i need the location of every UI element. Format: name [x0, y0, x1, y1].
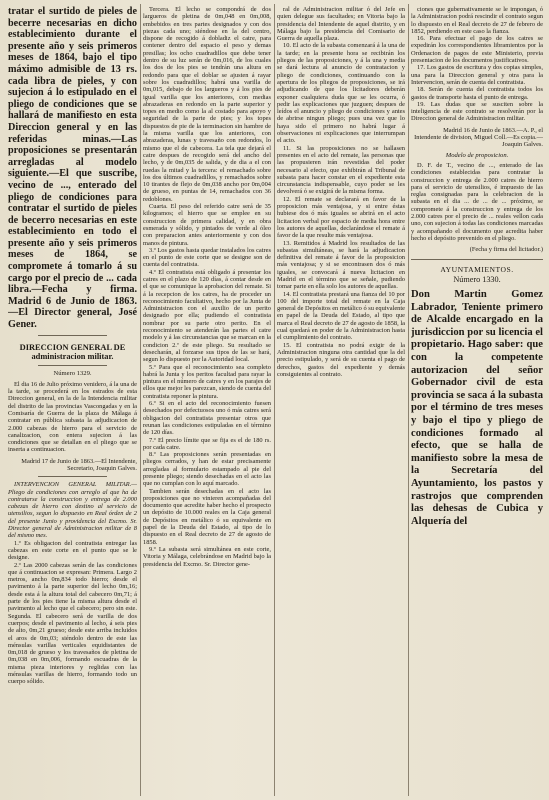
ayuntamiento-notice: Don Martin Gomez Labrador, Teniente primero de Alcalde encargado en la jurisdiccion por su licencia el propietario. Hago saber: que con la competente autorizacion del señor Gobernador civil de esta provincia se saca á la subasta por el término de tres meses y bajo el tipo y pliego de condiciones formado al efecto, que se halla de manifiesto sobre la mesa de la Secretaría del Ayuntamiento, los pastos y rastrojos que comprenden las dehesas de Cubica y Alquería del — [411, 289, 543, 527]
model-title: Modelo de proposicion. — [445, 151, 509, 159]
section-rule — [38, 476, 107, 477]
paragraph: 10. El acto de la subasta comenzará á la una de la tarde; en la presente hora se recibirán los pliegos de las proposiciones, y á la una y media se dará lectura al anuncio de contratacion y pliego de condiciones, continuando con la apertura de los pliegos de proposiciones, se irá adjudicando de que los licitadores deberán exponer cualquiera duda que se les ocurra, ó pedir las explicaciones que juzguen; despues de leídos el anuncio y pliego de condiciones y antes de abrirse ningun pliego; pues una vez que lo haya sido el primero no habrá lugar á observaciones ni explicaciones que interrumpan el acto. — [277, 42, 405, 145]
paragraph: 9.º La subasta será simultánea en este corte, Vitoria y Málaga, celebrándose en Madrid bajo la presidencia del Excmo. Sr. Director gene- — [143, 545, 271, 568]
section-heading-ayuntamientos: AYUNTAMIENTOS. — [440, 264, 514, 274]
paragraph: 7.º El precio límite que se fija es el de 180 rs. por cada catre. — [143, 436, 271, 451]
lead-notice: tratar el surtido de pieles de becerre necesarias en dicho establecimiento durante el presente año y seis primeros meses de 1864, bajo el tipo máximo admisible de 13 rs. cada libra de pieles, y con sujecion á lo estipulado en el pliego de condiciones que se hallará de manifiesto en esta Direccion general y en las referidas minas.—Las proposiciones se presentarán arregladas al modelo siguiente.—El que suscribe, vecino de ..., enterado del pliego de condiciones para contratar el surtido de pieles de becerro necesarias en este establecimiento en todo el presente año y seis primeros meses de 1864, se compromete á tomarlo á su cargo por el precio de ... cada libra.—Fecha y firma. Madrid 6 de Junio de 1863. —El Director general, José Gener. — [8, 6, 137, 331]
model-signature: (Fecha y firma del licitador.) — [469, 246, 543, 254]
paragraph: Cuarta. El peso del referido catre será de 35 kilogramos; el hierro que se emplee en su construccion de primera calidad, y en obra esmerada y sólido, y pintados de verde al óleo con preparacion antes anteriormente y con dos manos de pintura. — [143, 203, 271, 247]
column-2 — [143, 6, 271, 796]
model-body: D. F. de T., vecino de ..., enterado de las condiciones establecidas para contratar la construccion y entrega de 2.000 catres de hierro para el servicio de utensilios, é impuesto de las reglas consignadas para la celebracion de la subasta en el dia ... de ... de ... próximo, se compromete á la construccion y entrega de los 2.000 catres por el precio de ... reales vellon cada uno, con sujecion á todas las condiciones marcadas y acompañando el documento que acredita haber hecho el depósito prevenido en el pliego. — [411, 161, 543, 242]
paragraph: 1.º Es obligacion del contratista entregar las cabezas en este corte en el punto que se le designe. — [8, 539, 137, 562]
paragraph: 13. Remitidos á Madrid los resultados de las subastas simultáneas, se hará la adjudicacion definitiva del remate á favor de la proposicion más ventajosa; y si se encontrasen dos ó más iguales, se convocará á nueva licitacion en Madrid en el término que se señale, pudiendo tomar parte en ella solo los autores de aquellas. — [277, 239, 405, 291]
paragraph: 18. Serán de cuenta del contratista todos los gastos de transporte hasta el punto de entrega. — [411, 86, 543, 101]
paragraph: ral de Administracion militar ó del Jefe en quien delegue sus facultades; en Vitoria bajo la presidencia del Intendente de aquel distrito, y en Málaga bajo la presidencia del Comisario de Guerra de aquella plaza. — [277, 6, 405, 43]
paragraph: 16. Para efectuar el pago de los catres se expedirán los correspondientes libramientos por la Ordenacion de pagos de este Ministerio, previa presentacion de los documentos justificativos. — [411, 35, 543, 65]
paragraph: 11. Si las proposiciones no se hallasen presentes en el acto del remate, las personas que las propusieren irán revestidas del poder necesario al efecto, que exhibirán al Tribunal de subasta para hacer constar en el expediente esta circunstancia indispensable, cuyo poder se les devolverá ó se exigirá de la misma forma. — [277, 144, 405, 196]
column-divider — [408, 4, 409, 796]
column-1 — [8, 6, 137, 796]
column-4 — [411, 6, 543, 796]
column-divider — [274, 4, 275, 796]
paragraph: 3.º Los gastos hasta quedar instalados los catres en el punto de este corte que se designe son de cuenta del contratista. — [143, 246, 271, 269]
paragraph: 6.º Si en el acto del reconocimiento fuesen desechados por defectuosos uno ó más catres será obligacion del contratista presentar otros que reunan las condiciones estipuladas en el término de 120 días. — [143, 400, 271, 437]
conditions-caption: INTERVENCION GENERAL MILITAR.—Pliego de condiciones con arreglo al que ha de contratarse la construccion y entrega de 2.000 cabezas de hierro con destino al servicio de utensilios, segun lo dispuesto en Real órden de 2 del presente Junio y providencia del Excmo. Sr. Director general de Administracion militar de 8 del mismo mes. — [8, 481, 137, 540]
paragraph: 15. El contratista no podrá exigir de la Administracion ninguna otra cantidad que la del precio estipulado, y será de su cuenta el pago de derechos, gastos del expediente y demás consiguientes al contrato. — [277, 341, 405, 378]
section-rule — [38, 335, 107, 336]
signature: Madrid 17 de Junio de 1863.—El Intendente, Secretario, Joaquin Galves. — [21, 457, 137, 472]
paragraph: 17. Los gastos de escritura y dos copias simples, una para la Direccion general y otra para la Intervencion, serán de cuenta del contratista. — [411, 64, 543, 86]
paragraph: 4.º El contratista está obligado á presentar los catres en el plazo de 120 días, á contar desde en el que se comunique la aprobacion del remate. Si á la recepcion de los catres, ha de proceder un reconocimiento facultativo, hecho por la Junta de Administracion con el auxilio de un perito designado por ella; pudiendo el contratista nombrar por su parte otro perito. En el reconocimiento se atenderán las partes el catre modelo y á las circunstancias que se marcan en la condicion 2.ª de este pliego. Su resultado se desecharán, al forzarse sus tipos de las se hará, segun lo dispuesto por la Autoridad local. — [143, 268, 271, 364]
section-rule — [411, 259, 543, 260]
paragraph: 12. El remate se declarará en favor de la proposicion más ventajosa, y si entre éstas hubiese dos ó más iguales se abrirá en el acto licitacion verbal por espacio de media hora entre los autores de aquellas, declarándose el remate á favor de la que resulte más ventajosa. — [277, 195, 405, 240]
section-heading: DIRECCION GENERAL DE administracion militar. — [19, 342, 126, 362]
paragraph: 8.º Las proposiciones serán presentadas en pliegos cerrados, y han de estar precisamente arregladas al formulario estampado al pie del presente pliego; siendo desechadas en el acto las que no cumplan con lo aquí marcado. — [143, 451, 271, 488]
signature: Madrid 16 de Junio de 1863.—A. P., el Intendente de division, Miguel Coll.—Es copia.—Joaquin Galves. — [414, 126, 543, 149]
paragraph: Tercera. El lecho se compondrá de dos largueros de pletina de 0m,048 en 0m,008, embebidos en tres partes designados y con dos piezas cada uno; siéndose en la del centro, dispone de recogido á dobladiz el catre, para contener dentro del espacio el peso y demas presillas; los ocho cuadradillos que debe tener dentro de su luz serán de 0m,016, de los cuales los dos de los pies se tendrán una altura en redondo para que el doblar se ajusten á rayar sobre los cuadradillos; habrá una varilla de 0m,015, debajo de los largueros y á los pies de igual varilla que los anteriores, con medias abrazaderas en redondo en la parte superior y topes en medio como la al costado para apoyo y seguridad de la parte de pies; y los topes dispuestos de pie de la terminacion sin hambre de la misma varilla que los anteriores, con abrazaderas, lunas y travesaño con redondos, lo mismo que el de cabecera. La tela que dejará el catre despues de recogido será del ancho del lecho, y de 0m,035 de salida, y de dia a el con ruedas la mitad y la tercera: el remachado sobre los dos últimos cuadradillos, y remachados sobre 10 tirantes de flejo de 0m,038 ancho por 0m,004 de grueso, en puntas de 14, remachados con 36 redoblones. — [143, 6, 271, 203]
paragraph: El dia 16 de Julio próximo venidero, á la una de la tarde, se procederá en los estrados de esta Direccion general, en la de la Intendencia militar del distrito de las provincias Vascongadas y en la Comisaría de Guerra de la plaza de Málaga á contratar en pública subasta la adjudicacion de 2.000 cabezas de hierro para el servicio de canalizacion, con entera sujecion á las condiciones que se detallan en el pliego que se inserta a continuacion. — [8, 380, 137, 454]
section-rule — [38, 365, 107, 366]
notice-number: Número 1330. — [453, 274, 501, 284]
notice-number: Número 1329. — [53, 370, 92, 378]
column-3 — [277, 6, 405, 796]
paragraph: 14. El contratista prestará una fianza del 10 por 100 del importe total del remate en la Caja general de Depósitos en metálico ó su equivalente en papel de la Deuda del Estado, al tipo que marca el Real decreto de 27 de agosto de 1858, la cual quedará en poder de la Administracion hasta el cumplimiento del contrato. — [277, 290, 405, 342]
paragraph: ciones que gubernativamente se le impongan, ó la Administracion podrá rescindir el contrato segun lo dispuesto en el Real decreto de 27 de febrero de 1852, perdiendo en este caso la fianza. — [411, 6, 543, 35]
paragraph: Tambien serán desechadas en el acto las proposiciones que no vinieren acompañadas del documento que acredite haber hecho el prospecto un depósito de 10.000 reales en la Caja general de Depósitos en metálico ó su equivalente en papel de la Deuda del Estado, al tipo de lo dispuesto en el Real decreto de 27 de agosto de 1858. — [143, 487, 271, 546]
paragraph: 19. Las dudas que se susciten sobre la inteligencia de este contrato se resolverán por la Direccion general de Administracion militar. — [411, 100, 543, 123]
paragraph: 5.º Para que el reconocimiento sea completo habrá la Junta y los peritos facultad para rayar la pintura en el número de catres y en los parajes de ellos que mejor les parezcan, siendo de cuenta del contratista reponer la pintura. — [143, 363, 271, 400]
paragraph: 2.º Las 2000 cabezas serán de las condiciones que á continuacion se expresan: Primera. Largo 2 metros, ancho 0m,834 todo hierro; desde el pavimento á la parte superior del lecho 0m,16; desde esta á la altura total del cabecero 0m,71; á parte de los pies tiene la misma altura desde el pavimento al lecho que el cabecero; pero sin este. Segunda. El cabecero será de varilla de dos cuerpos; desde el pavimento al lecho, á seis pies de alto, 0m,21 grueso; desde este arriba incluidos el aros de 0m,03; siéndolo dentro de este las ménsulas varillas verticales equidistantes de 0m,018 de grueso y los travesaños de pletina de 0m,038 en 0m,006, formando escuadras de la misma pieza interiores y reglidas con las ménsulas varillas de hierro, formando todo un cuerpo sólido. — [8, 561, 137, 686]
column-divider — [140, 4, 141, 796]
